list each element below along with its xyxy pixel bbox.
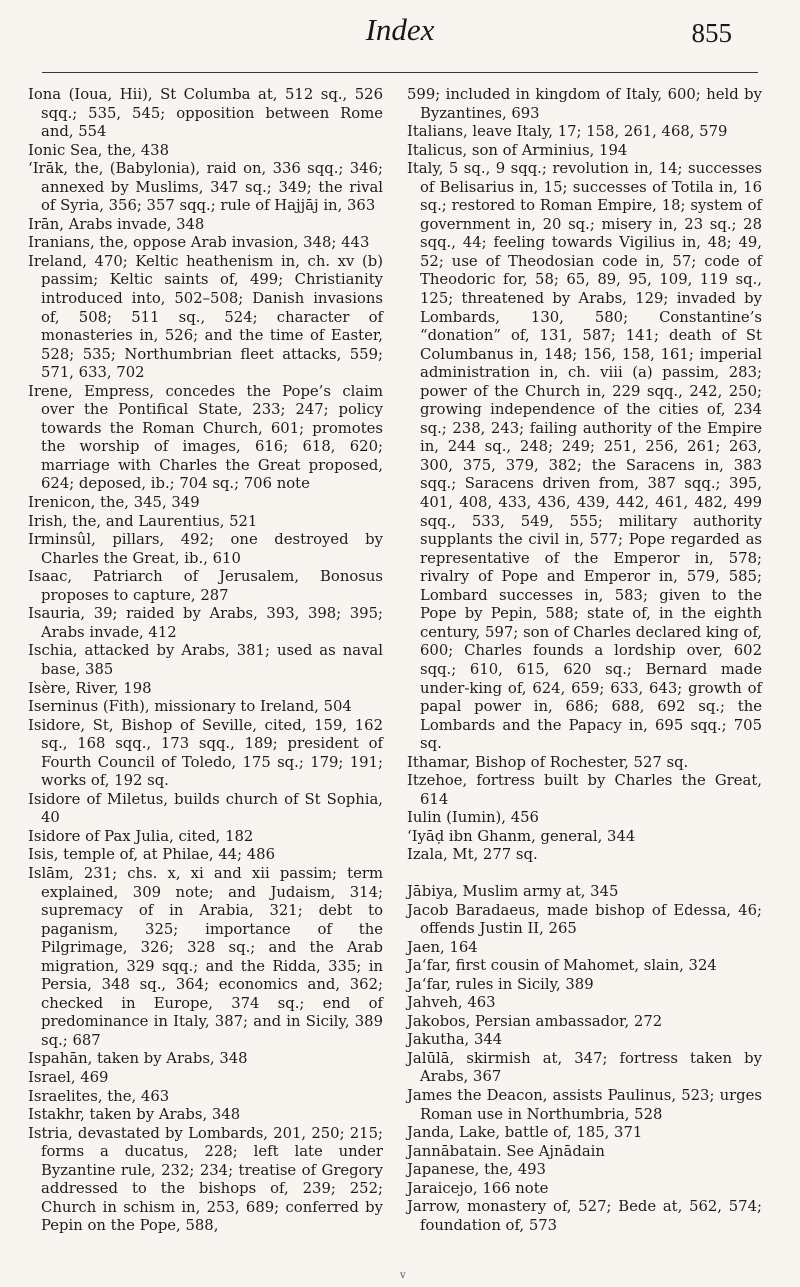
index-entry: Irene, Empress, concedes the Pope’s claim over the Pontifical State, 233; 247; policy towards the Roman Church, 601; promotes the worship of images, 616; 618, 620; marriage with Charles the Great proposed, 624; deposed, ib.; 704 sq.; 706 note bbox=[28, 382, 383, 493]
index-entry: Isauria, 39; raided by Arabs, 393, 398; 395; Arabs invade, 412 bbox=[28, 605, 383, 641]
index-entry: Iserninus (Fith), missionary to Ireland, 504 bbox=[28, 698, 352, 716]
index-entry: Jābiya, Muslim army at, 345 bbox=[407, 882, 619, 900]
index-entry: Ispahān, taken by Arabs, 348 bbox=[28, 1050, 248, 1068]
index-entry: Isidore of Miletus, builds church of St Sophia, 40 bbox=[28, 790, 383, 827]
index-entry: James the Deacon, assists Paulinus, 523; urges Roman use in Northumbria, 528 bbox=[407, 1086, 762, 1123]
index-entry: Jakobos, Persian ambassador, 272 bbox=[407, 1012, 663, 1030]
header-rule bbox=[42, 72, 758, 73]
index-entry: Irenicon, the, 345, 349 bbox=[28, 494, 200, 512]
index-entry: Ithamar, Bishop of Rochester, 527 sq. bbox=[407, 753, 689, 771]
index-column-left bbox=[28, 86, 383, 1236]
index-entry: Itzehoe, fortress built by Charles the Great, 614 bbox=[407, 772, 762, 808]
index-entry: Isis, temple of, at Philae, 44; 486 bbox=[28, 846, 276, 864]
index-entry: Istria, devastated by Lombards, 201, 250; 215; forms a ducatus, 228; left late under Byzantine rule, 232; 234; treatise of Gregory addressed to the bishops of, 239; 252; Church in schism in, 253, 689; conferred by Pepin on the Pope, 588, bbox=[28, 1124, 383, 1235]
index-entry: Irish, the, and Laurentius, 521 bbox=[28, 512, 258, 530]
index-entry: Jaraicejo, 166 note bbox=[407, 1179, 549, 1197]
index-entry: Jarrow, monastery of, 527; Bede at, 562, 574; foundation of, 573 bbox=[407, 1198, 762, 1234]
index-entry: Istakhr, taken by Arabs, 348 bbox=[28, 1106, 241, 1124]
index-entry: Italicus, son of Arminius, 194 bbox=[407, 141, 628, 159]
index-entry: Ireland, 470; Keltic heathenism in, ch. xv (b) passim; Keltic saints of, 499; Christianity introduced into, 502–508; Danish invasions of, 508; 511 sq., 524; character of monasteries in, 526; and the time of Easter, 528; 535; Northumbrian fleet attacks, 559; 571, 633, 702 bbox=[28, 252, 383, 382]
index-entry: Irminsûl, pillars, 492; one destroyed by Charles the Great, ib., 610 bbox=[28, 531, 383, 567]
index-entry: Japanese, the, 493 bbox=[407, 1161, 546, 1179]
index-entry: Iranians, the, oppose Arab invasion, 348; 443 bbox=[28, 234, 370, 252]
index-entry: Ja‘far, first cousin of Mahomet, slain, 324 bbox=[407, 957, 717, 975]
index-entry: Italians, leave Italy, 17; 158, 261, 468, 579 bbox=[407, 123, 728, 141]
running-title: Index bbox=[365, 12, 435, 47]
index-entry: Ionic Sea, the, 438 bbox=[28, 141, 170, 159]
index-entry: Israel, 469 bbox=[28, 1068, 109, 1086]
index-entry: Jakutha, 344 bbox=[407, 1031, 503, 1049]
index-entry: Jahveh, 463 bbox=[407, 994, 496, 1012]
page-number: 855 bbox=[691, 18, 732, 48]
index-entry: Italy, 5 sq., 9 sqq.; revolution in, 14; successes of Belisarius in, 15; successes of Totila in, 16 sq.; restored to Roman Empire, 18; system of government in, 20 sq.; misery in, 23 sq.; 28 sqq., 44; feeling towards Vigilius in, 48; 49, 52; use of Theodosian code in, 57; code of Theodoric for, 58; 65, 89, 95, 109, 119 sq., 125; threatened by Arabs, 129; invaded by Lombards, 130, 580; Constantine’s “donation” of, 131, 587; 141; death of St Columbanus in, 148; 156, 158, 161; imperial administration in, ch. viii (a) passim, 283; power of the Church in, 229 sqq., 242, 250; growing independence of the cities of, 234 sq.; 238, 243; failing authority of the Empire in, 244 sq., 248; 249; 251, 256, 261; 263, 300, 375, 379, 382; the Saracens in, 383 sqq.; Saracens driven from, 387 sqq.; 395, 401, 408, 433, 436, 439, 442, 461, 482, 499 sqq., 533, 549, 555; military authority supplants the civil in, 577; Pope regarded as representative of the Emperor in, 578; rivalry of Pope and Emperor in, 579, 585; Lombard successes in, 583; given to the Pope by Pepin, 588; state of, in the eighth century, 597; son of Charles declared king of, 600; Charles founds a lordship over, 602 sqq.; 610, 615, 620 sq.; Bernard made under-king of, 624, 659; 633, 643; growth of papal power in, 686; 688, 692 sq.; the Lombards and the Papacy in, 695 sqq.; 705 sq. bbox=[407, 160, 762, 753]
page-header bbox=[0, 6, 800, 86]
index-entry: ‘Iyāḍ ibn Ghanm, general, 344 bbox=[407, 827, 636, 845]
index-entry: Ischia, attacked by Arabs, 381; used as naval base, 385 bbox=[28, 642, 383, 678]
index-entry: Irān, Arabs invade, 348 bbox=[28, 215, 205, 233]
index-entry: Jalūlā, skirmish at, 347; fortress taken by Arabs, 367 bbox=[407, 1049, 762, 1086]
index-entry: Jaen, 164 bbox=[407, 938, 478, 956]
index-entry: Isidore of Pax Julia, cited, 182 bbox=[28, 827, 254, 845]
page-footer-mark: v bbox=[400, 1270, 406, 1281]
index-entry: 599; included in kingdom of Italy, 600; held by Byzantines, 693 bbox=[407, 86, 762, 122]
index-column-right bbox=[407, 86, 762, 1235]
index-entry: Janda, Lake, battle of, 185, 371 bbox=[407, 1124, 643, 1142]
index-entry: Isaac, Patriarch of Jerusalem, Bonosus proposes to capture, 287 bbox=[28, 568, 383, 604]
index-entry: Isidore, St, Bishop of Seville, cited, 159, 162 sq., 168 sqq., 173 sqq., 189; president of Fourth Council of Toledo, 175 sq.; 179; 191; works of, 192 sq. bbox=[28, 716, 383, 790]
index-entry: Iulin (Iumin), 456 bbox=[407, 809, 539, 827]
index-entry: Jacob Baradaeus, made bishop of Edessa, 46; offends Justin II, 265 bbox=[407, 901, 762, 938]
index-entry: Isère, River, 198 bbox=[28, 679, 152, 697]
index-entry: Islām, 231; chs. x, xi and xii passim; term explained, 309 note; and Judaism, 314; supremacy of in Arabia, 321; debt to paganism, 325; importance of the Pilgrimage, 326; 328 sq.; and the Arab migration, 329 sqq.; and the Ridda, 335; in Persia, 348 sq., 364; economics and, 362; checked in Europe, 374 sq.; end of predominance in Italy, 387; and in Sicily, 389 sq.; 687 bbox=[28, 864, 383, 1049]
index-entry: Izala, Mt, 277 sq. bbox=[407, 846, 538, 864]
index-entry: Ja‘far, rules in Sicily, 389 bbox=[407, 975, 594, 993]
index-entry: Iona (Ioua, Hii), St Columba at, 512 sq., 526 sqq.; 535, 545; opposition between Rome and, 554 bbox=[28, 86, 383, 141]
index-entry: Jannābatain. See Ajnādain bbox=[407, 1142, 605, 1160]
index-entry: ‘Irāk, the, (Babylonia), raid on, 336 sqq.; 346; annexed by Muslims, 347 sq.; 349; the rival of Syria, 356; 357 sqq.; rule of Hajjāj in, 363 bbox=[28, 160, 383, 215]
index-entry: Israelites, the, 463 bbox=[28, 1087, 170, 1105]
